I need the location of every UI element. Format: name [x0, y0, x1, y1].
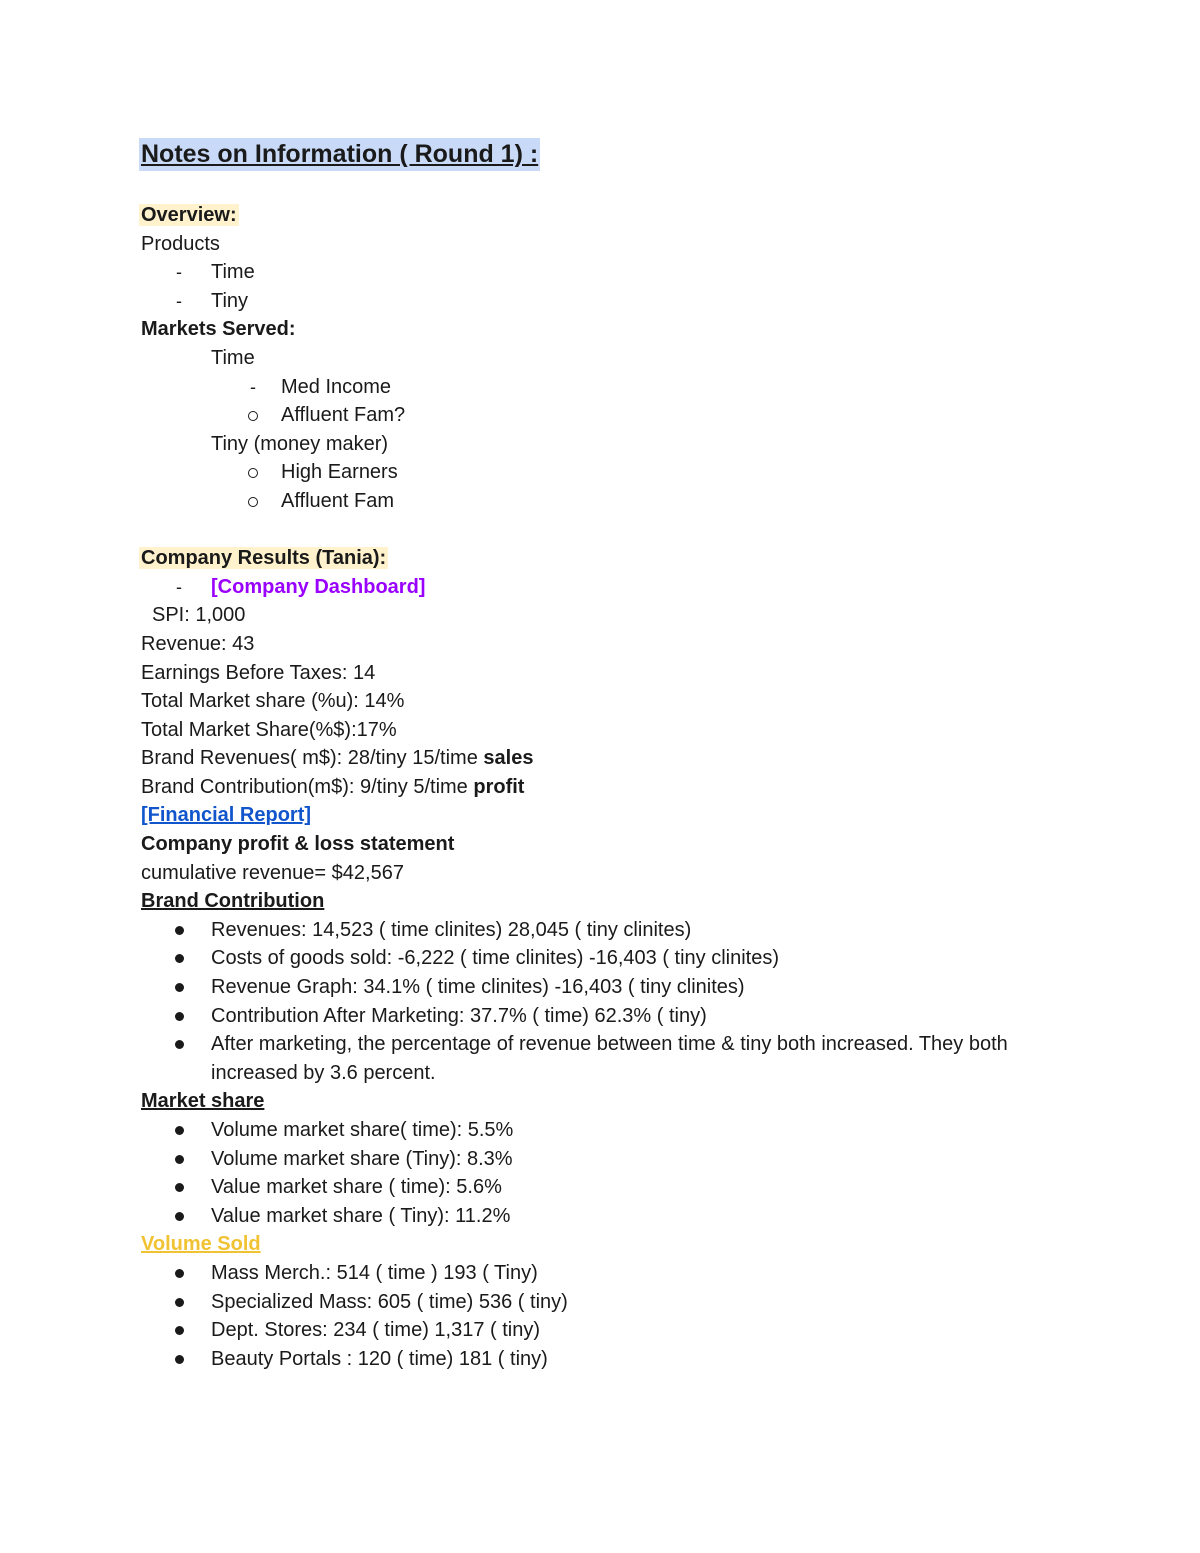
circle-bullet-icon: [243, 487, 263, 515]
circle-bullet-icon: [243, 458, 263, 486]
product-item: - Time: [141, 258, 1041, 287]
dash-bullet-icon: -: [250, 376, 256, 397]
brand-revenues-line: Brand Revenues( m$): 28/tiny 15/time sales: [141, 747, 534, 770]
markets-served-heading: Markets Served:: [141, 318, 296, 341]
list-item: Volume market share (Tiny): 8.3%: [141, 1145, 1041, 1174]
market-item: - Med Income: [141, 373, 1041, 402]
disc-bullet-icon: [169, 1030, 189, 1058]
products-label: Products: [141, 232, 220, 255]
ebt-line: Earnings Before Taxes: 14: [141, 661, 376, 684]
dash-bullet-icon: -: [176, 290, 182, 311]
list-item: After marketing, the percentage of revenue between time & tiny both increased. They both increased by 3.6 percent.: [141, 1030, 1031, 1087]
list-item: Specialized Mass: 605 ( time) 536 ( tiny): [141, 1288, 1041, 1317]
list-item: Mass Merch.: 514 ( time ) 193 ( Tiny): [141, 1259, 1041, 1288]
disc-bullet-icon: [169, 973, 189, 1001]
circle-bullet-icon: [243, 401, 263, 429]
time-market-label: Time: [211, 346, 255, 369]
market-share-units-line: Total Market share (%u): 14%: [141, 690, 405, 713]
dash-bullet-icon: -: [176, 576, 182, 597]
tiny-market-label: Tiny (money maker): [211, 432, 389, 455]
financial-report-line: [141, 801, 1041, 830]
disc-bullet-icon: [169, 1345, 189, 1373]
market-share-dollars-line: Total Market Share(%$):17%: [141, 718, 397, 741]
disc-bullet-icon: [169, 1316, 189, 1344]
financial-report-link[interactable]: [Financial Report]: [141, 804, 312, 827]
list-item: Value market share ( Tiny): 11.2%: [141, 1202, 1041, 1231]
disc-bullet-icon: [169, 1288, 189, 1316]
market-item: Affluent Fam: [141, 487, 1041, 516]
pl-statement-heading: Company profit & loss statement: [141, 833, 455, 856]
disc-bullet-icon: [169, 916, 189, 944]
list-item: Revenues: 14,523 ( time clinites) 28,045 ( tiny clinites): [141, 916, 1041, 945]
disc-bullet-icon: [169, 1145, 189, 1173]
list-item: Dept. Stores: 234 ( time) 1,317 ( tiny): [141, 1316, 1041, 1345]
list-item: Beauty Portals : 120 ( time) 181 ( tiny): [141, 1345, 1041, 1374]
overview-heading: Overview:: [141, 204, 237, 226]
list-item: Contribution After Marketing: 37.7% ( time) 62.3% ( tiny): [141, 1002, 1041, 1031]
document-page: [141, 138, 1041, 1373]
list-item: Costs of goods sold: -6,222 ( time clinites) -16,403 ( tiny clinites): [141, 944, 1041, 973]
volume-sold-heading: Volume Sold: [141, 1233, 261, 1256]
dash-bullet-icon: -: [176, 262, 182, 283]
market-share-heading: Market share: [141, 1090, 265, 1113]
dashboard-link-item: [141, 573, 1041, 602]
market-item: Affluent Fam?: [141, 401, 1041, 430]
disc-bullet-icon: [169, 1202, 189, 1230]
title-text: Notes on Information ( Round 1) :: [139, 138, 540, 171]
cumulative-revenue-line: cumulative revenue= $42,567: [141, 861, 404, 884]
company-results-heading: Company Results (Tania):: [141, 547, 387, 570]
product-item: - Tiny: [141, 287, 1041, 316]
brand-contribution-line: Brand Contribution(m$): 9/tiny 5/time profit: [141, 775, 525, 798]
disc-bullet-icon: [169, 1173, 189, 1201]
page-title: [141, 138, 1041, 171]
company-dashboard-link[interactable]: [Company Dashboard]: [211, 575, 426, 598]
list-item: Revenue Graph: 34.1% ( time clinites) -16,403 ( tiny clinites): [141, 973, 1041, 1002]
disc-bullet-icon: [169, 1116, 189, 1144]
list-item: Value market share ( time): 5.6%: [141, 1173, 1041, 1202]
disc-bullet-icon: [169, 1259, 189, 1287]
disc-bullet-icon: [169, 944, 189, 972]
market-item: High Earners: [141, 458, 1041, 487]
list-item: Volume market share( time): 5.5%: [141, 1116, 1041, 1145]
disc-bullet-icon: [169, 1002, 189, 1030]
spi-line: SPI: 1,000: [152, 604, 246, 627]
revenue-line: Revenue: 43: [141, 632, 255, 655]
brand-contribution-heading: Brand Contribution: [141, 890, 325, 913]
